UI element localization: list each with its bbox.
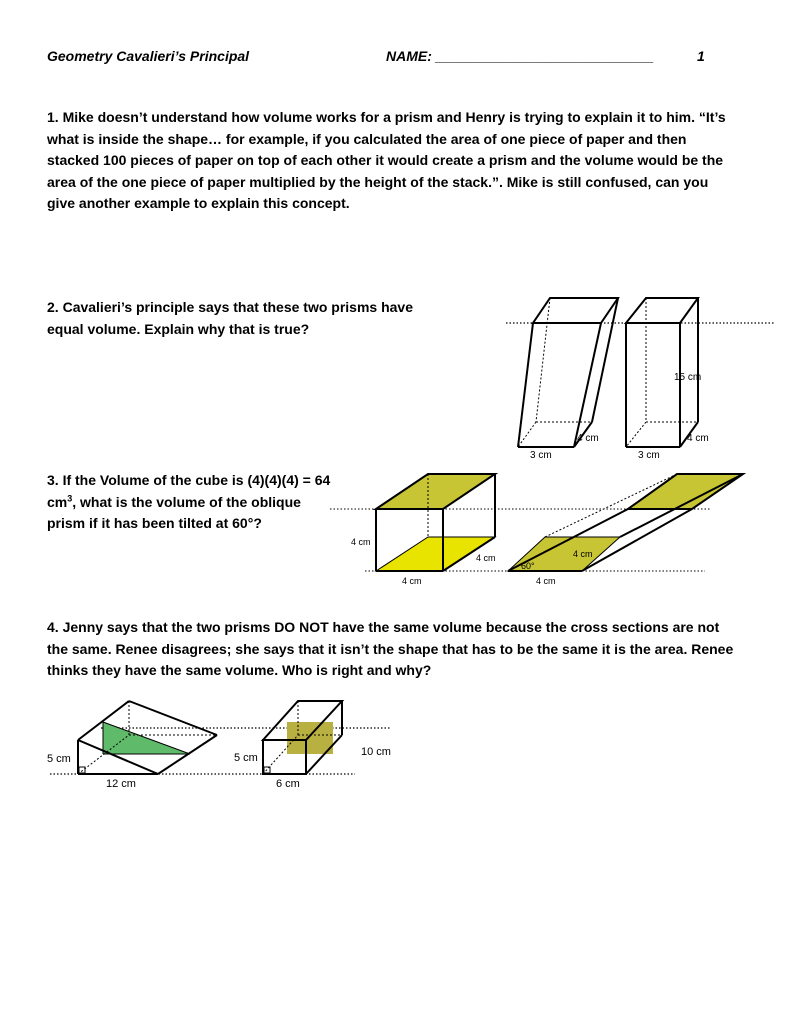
q4-triangular-prism bbox=[78, 701, 217, 774]
q4-rectangle-cross-section bbox=[287, 722, 333, 754]
q4-rectangle-height-label: 5 cm bbox=[234, 752, 258, 764]
q4-triangle-height-label: 5 cm bbox=[47, 753, 71, 765]
page-number: 1 bbox=[697, 48, 705, 64]
q3-oblique-depth-label: 4 cm bbox=[573, 549, 593, 559]
q2-right-height-label: 15 cm bbox=[674, 372, 702, 383]
q3-oblique-prism bbox=[508, 474, 743, 571]
question-2-number: 2. bbox=[47, 299, 59, 315]
q4-rectangular-prism bbox=[263, 701, 342, 774]
worksheet-title: Geometry Cavalieri’s Principal bbox=[47, 48, 250, 64]
q4-rectangle-width-label: 6 cm bbox=[276, 778, 300, 790]
q3-cube-width-label: 4 cm bbox=[402, 576, 422, 586]
q2-oblique-depth-label: 4 cm bbox=[577, 433, 599, 444]
q2-right-depth-label: 4 cm bbox=[687, 433, 709, 444]
q2-oblique-prism bbox=[518, 298, 618, 447]
q3-cube-depth-label: 4 cm bbox=[476, 553, 496, 563]
question-1-text: Mike doesn’t understand how volume works for a prism and Henry is trying to explain it to him. “It’s what is inside the shape… for example, if you calculated the area of one piece of paper and then stacked 100 pieces of paper on top of each other it would create a prism and the volume would be the area of the one piece of paper multiplied by the height of the stack.”. Mike is still confused, can you give another example to explain this concept. bbox=[47, 109, 726, 211]
q4-triangle-width-label: 12 cm bbox=[106, 778, 136, 790]
q2-oblique-width-label: 3 cm bbox=[530, 450, 552, 461]
question-4-number: 4. bbox=[47, 619, 59, 635]
question-3-number: 3. bbox=[47, 472, 59, 488]
q2-right-width-label: 3 cm bbox=[638, 450, 660, 461]
q3-angle-label: 60° bbox=[521, 561, 535, 571]
question-4-text: Jenny says that the two prisms DO NOT have the same volume because the cross sections are not the same. Renee disagrees; she says that it isn’t the shape that has to be the same it is the area. Renee thinks they have the same volume. Who is right and why? bbox=[47, 619, 734, 678]
q3-cube-top-face bbox=[376, 474, 495, 509]
name-field-label: NAME: ____________________________ bbox=[386, 48, 654, 64]
question-3-text-b: , what is the volume of the oblique prism if it has been tilted at 60°? bbox=[47, 493, 301, 531]
question-1-number: 1. bbox=[47, 109, 59, 125]
question-2-text: Cavalieri’s principle says that these two prisms have equal volume. Explain why that is true? bbox=[47, 299, 413, 337]
question-3-superscript: 3 bbox=[67, 492, 73, 503]
q3-oblique-width-label: 4 cm bbox=[536, 576, 556, 586]
q3-figure bbox=[330, 474, 743, 571]
q4-labels bbox=[47, 746, 391, 790]
q4-rectangle-length-label: 10 cm bbox=[361, 746, 391, 758]
question-3-text-a: If the Volume of the cube is (4)(4)(4) = 64 cm bbox=[47, 472, 331, 510]
q3-cube-height-label: 4 cm bbox=[351, 537, 371, 547]
q4-figure bbox=[50, 701, 390, 774]
q2-figure bbox=[506, 298, 775, 447]
